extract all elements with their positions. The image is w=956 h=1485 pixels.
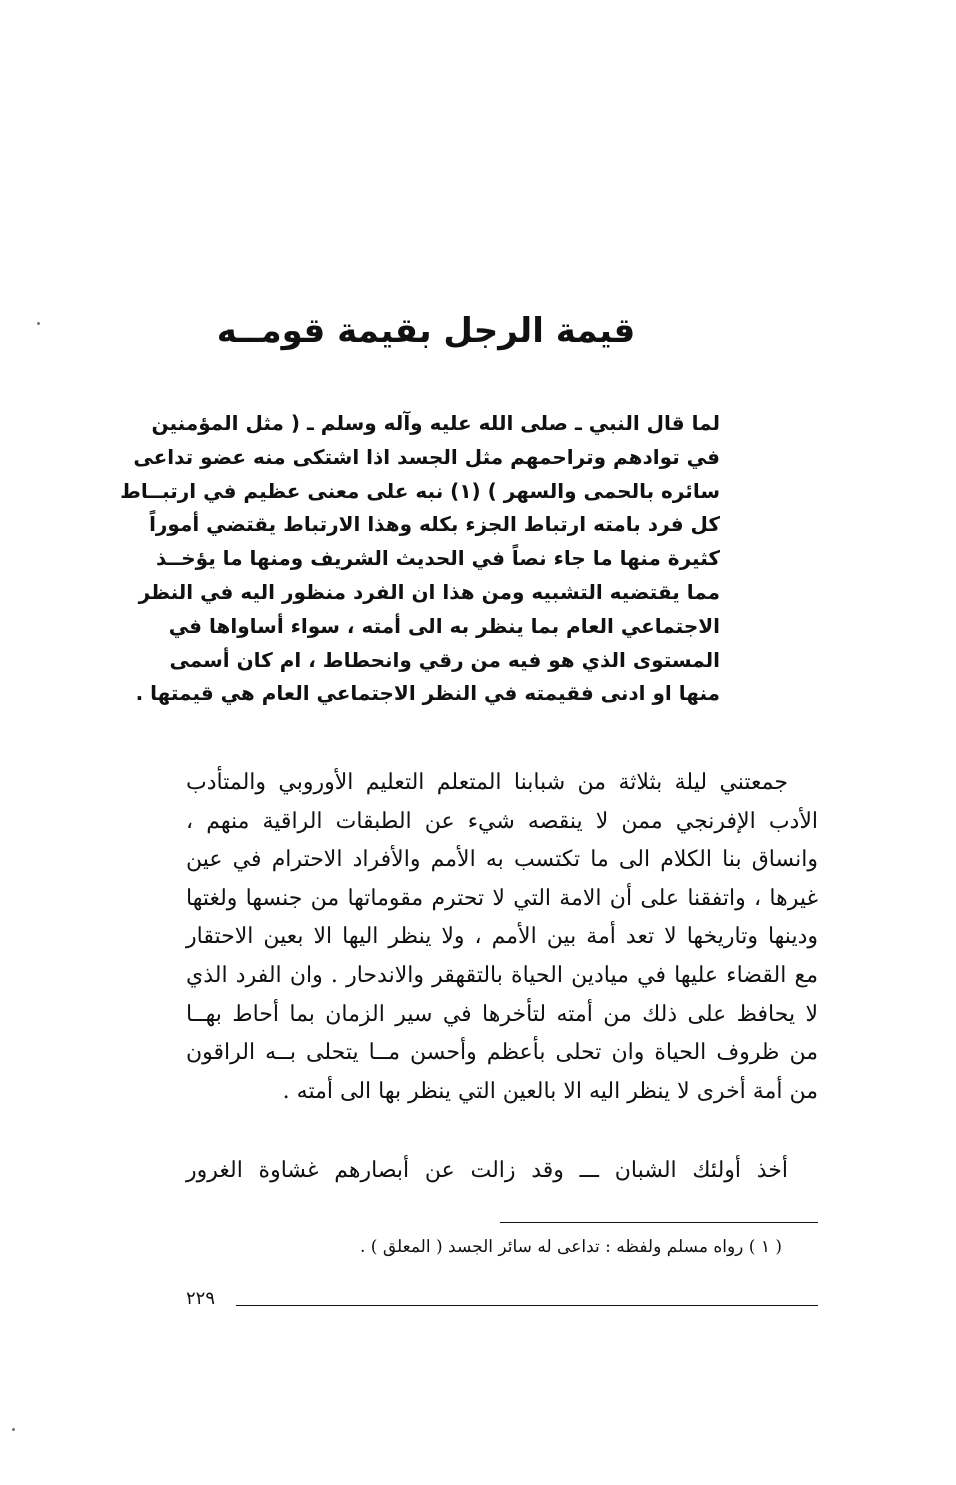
intro-line: لما قال النبي ـ صلى الله عليه وآله وسلم ـ ( مثل المؤمنين xyxy=(151,411,720,435)
intro-line: في توادهم وتراحمهم مثل الجسد اذا اشتكى منه عضو تداعى xyxy=(133,444,720,469)
body-line: ودينها وتاريخها لا تعد أمة بين الأمم ، ولا ينظر اليها الا بعين الاحتقار xyxy=(186,924,818,950)
body-line: جمعتني ليلة بثلاثة من شبابنا المتعلم التعليم الأوروبي والمتأدب xyxy=(186,770,788,795)
intro-line: المستوى الذي هو فيه من رقي وانحطاط ، ام كان أسمى xyxy=(169,647,720,672)
intro-paragraph xyxy=(120,407,720,711)
body-line: الأدب الإفرنجي ممن لا ينقصه شيء عن الطبقات الراقية منهم ، xyxy=(186,808,818,834)
intro-line: مما يقتضيه التشبيه ومن هذا ان الفرد منظور اليه في النظر xyxy=(138,579,720,604)
second-paragraph-line: أخذ أولئك الشبان ـــ وقد زالت عن أبصارهم غشاوة الغرور xyxy=(186,1158,788,1183)
body-line: غيرها ، واتفقنا على أن الامة التي لا تحترم مقوماتها من جنسها ولغتها xyxy=(186,885,818,911)
intro-line: سائره بالحمى والسهر ) (١) نبه على معنى عظيم في ارتبــاط xyxy=(120,478,720,503)
chapter-title: قيمة الرجل بقيمة قومــه xyxy=(216,311,636,351)
intro-line: كثيرة منها ما جاء نصاً في الحديث الشريف ومنها ما يؤخــذ xyxy=(156,546,720,571)
intro-line: كل فرد بامته ارتباط الجزء بكله وهذا الارتباط يقتضي أموراً xyxy=(149,512,720,537)
page-speck xyxy=(12,1428,15,1431)
page-footer-rule xyxy=(236,1305,818,1306)
body-line: لا يحافظ على ذلك من أمته لتأخرها في سير الزمان بما أحاط بهــا xyxy=(186,1001,818,1027)
page-speck xyxy=(37,322,40,325)
body-line: من أمة أخرى لا ينظر اليه الا بالعين التي ينظر بها الى أمته . xyxy=(282,1078,818,1104)
page-number: ٢٢٩ xyxy=(186,1288,216,1309)
body-line: من ظروف الحياة وان تحلى بأعظم وأحسن مــا يتحلى بــه الراقون xyxy=(186,1040,818,1066)
body-line: مع القضاء عليها في ميادين الحياة بالتقهقر والاندحار . وان الفرد الذي xyxy=(186,962,818,988)
intro-line: منها او ادنى فقيمته في النظر الاجتماعي العام هي قيمتها . xyxy=(135,681,720,706)
body-paragraph xyxy=(186,764,818,1111)
body-line: وانساق بنا الكلام الى ما تكتسب به الأمم والأفراد الاحترام في عين xyxy=(186,847,818,873)
footnote: ( ١ ) رواه مسلم ولفظه : تداعى له سائر الجسد ( المعلق ) . xyxy=(360,1237,782,1257)
footnote-divider xyxy=(500,1222,818,1223)
intro-line: الاجتماعي العام بما ينظر به الى أمته ، سواء أساواها في xyxy=(168,613,720,638)
